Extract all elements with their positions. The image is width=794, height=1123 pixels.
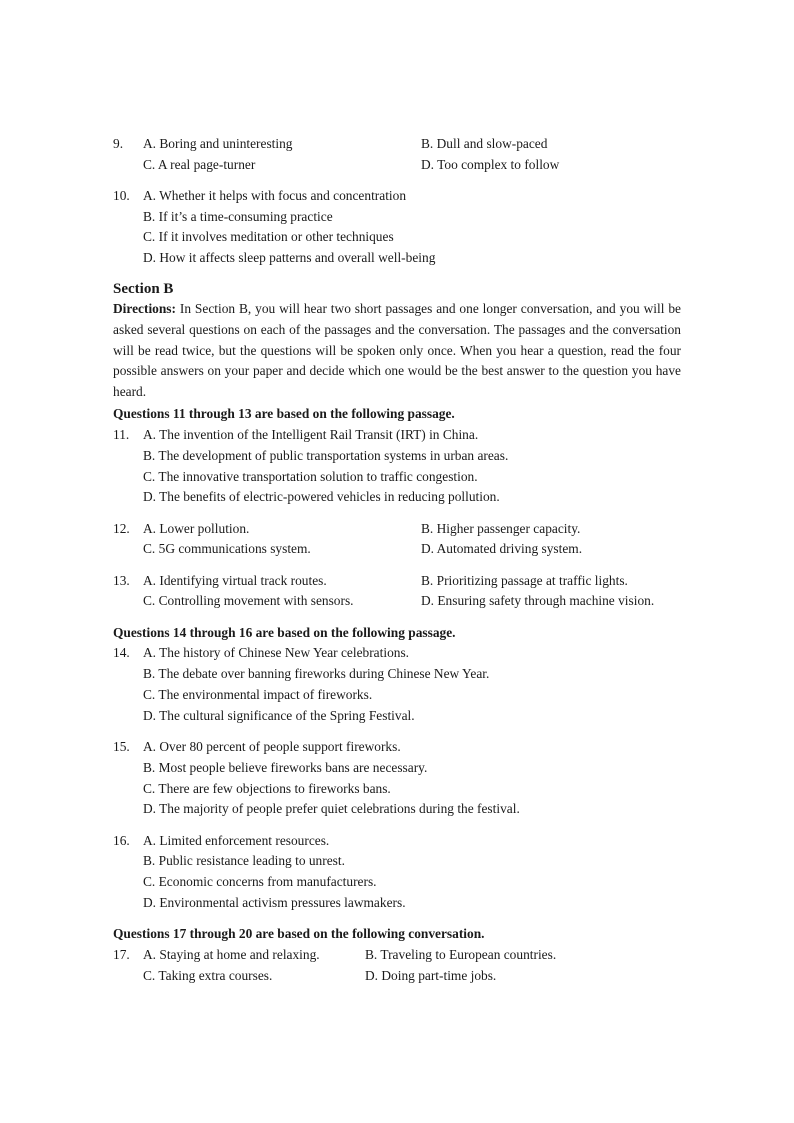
section-directions xyxy=(113,299,681,403)
option-c: C. A real page-turner xyxy=(143,157,256,172)
option-d: D. How it affects sleep patterns and overall well-being xyxy=(143,250,436,265)
option-b: B. The development of public transportation systems in urban areas. xyxy=(143,448,509,463)
option-c: C. Taking extra courses. xyxy=(143,968,273,983)
option-c: C. The innovative transportation solution to traffic congestion. xyxy=(143,469,478,484)
question-number: 14. xyxy=(113,645,130,660)
question-number: 12. xyxy=(113,521,130,536)
option-b: B. Most people believe fireworks bans are necessary. xyxy=(143,760,428,775)
option-d: D. Too complex to follow xyxy=(421,157,560,172)
option-a: A. Lower pollution. xyxy=(143,521,250,536)
option-d: D. Environmental activism pressures lawmakers. xyxy=(143,895,406,910)
option-d: D. Automated driving system. xyxy=(421,541,583,556)
group-heading: Questions 11 through 13 are based on the following passage. xyxy=(113,406,455,421)
section-title: Section B xyxy=(113,281,174,297)
question-number: 15. xyxy=(113,739,130,754)
option-d: D. Doing part-time jobs. xyxy=(365,968,497,983)
option-c: C. If it involves meditation or other techniques xyxy=(143,229,394,244)
option-c: C. Controlling movement with sensors. xyxy=(143,593,354,608)
directions-label: Directions: xyxy=(113,301,176,316)
option-a: A. Boring and uninteresting xyxy=(143,136,293,151)
option-a: A. Limited enforcement resources. xyxy=(143,833,330,848)
option-b: B. Prioritizing passage at traffic lights. xyxy=(421,573,628,588)
option-a: A. Over 80 percent of people support fireworks. xyxy=(143,739,401,754)
option-b: B. The debate over banning fireworks during Chinese New Year. xyxy=(143,666,490,681)
option-a: A. The invention of the Intelligent Rail Transit (IRT) in China. xyxy=(143,427,479,442)
option-c: C. The environmental impact of fireworks. xyxy=(143,687,373,702)
option-b: B. If it’s a time-consuming practice xyxy=(143,209,333,224)
question-number: 17. xyxy=(113,947,130,962)
option-d: D. Ensuring safety through machine vision. xyxy=(421,593,655,608)
question-number: 16. xyxy=(113,833,130,848)
option-c: C. Economic concerns from manufacturers. xyxy=(143,874,377,889)
question-number: 10. xyxy=(113,188,130,203)
option-c: C. There are few objections to fireworks bans. xyxy=(143,781,391,796)
option-a: A. The history of Chinese New Year celebrations. xyxy=(143,645,410,660)
option-a: A. Identifying virtual track routes. xyxy=(143,573,327,588)
option-d: D. The majority of people prefer quiet celebrations during the festival. xyxy=(143,801,520,816)
group-heading: Questions 17 through 20 are based on the following conversation. xyxy=(113,926,485,941)
option-a: A. Whether it helps with focus and concentration xyxy=(143,188,407,203)
option-b: B. Dull and slow-paced xyxy=(421,136,548,151)
group-heading: Questions 14 through 16 are based on the following passage. xyxy=(113,625,456,640)
option-b: B. Higher passenger capacity. xyxy=(421,521,581,536)
option-b: B. Public resistance leading to unrest. xyxy=(143,853,345,868)
option-a: A. Staying at home and relaxing. xyxy=(143,947,320,962)
question-number: 13. xyxy=(113,573,130,588)
question-number: 11. xyxy=(113,427,130,442)
question-number: 9. xyxy=(113,136,124,151)
option-d: D. The cultural significance of the Spring Festival. xyxy=(143,708,415,723)
option-d: D. The benefits of electric-powered vehicles in reducing pollution. xyxy=(143,489,500,504)
directions-text: In Section B, you will hear two short passages and one longer conversation, and you will be asked several questions on each of the passages and the conversation. The passages and the conversation will be read twice, but the questions will be spoken only once. When you hear a question, read the four possible answers on your paper and decide which one would be the best answer to the question you have heard. xyxy=(113,301,681,400)
option-c: C. 5G communications system. xyxy=(143,541,311,556)
option-b: B. Traveling to European countries. xyxy=(365,947,557,962)
